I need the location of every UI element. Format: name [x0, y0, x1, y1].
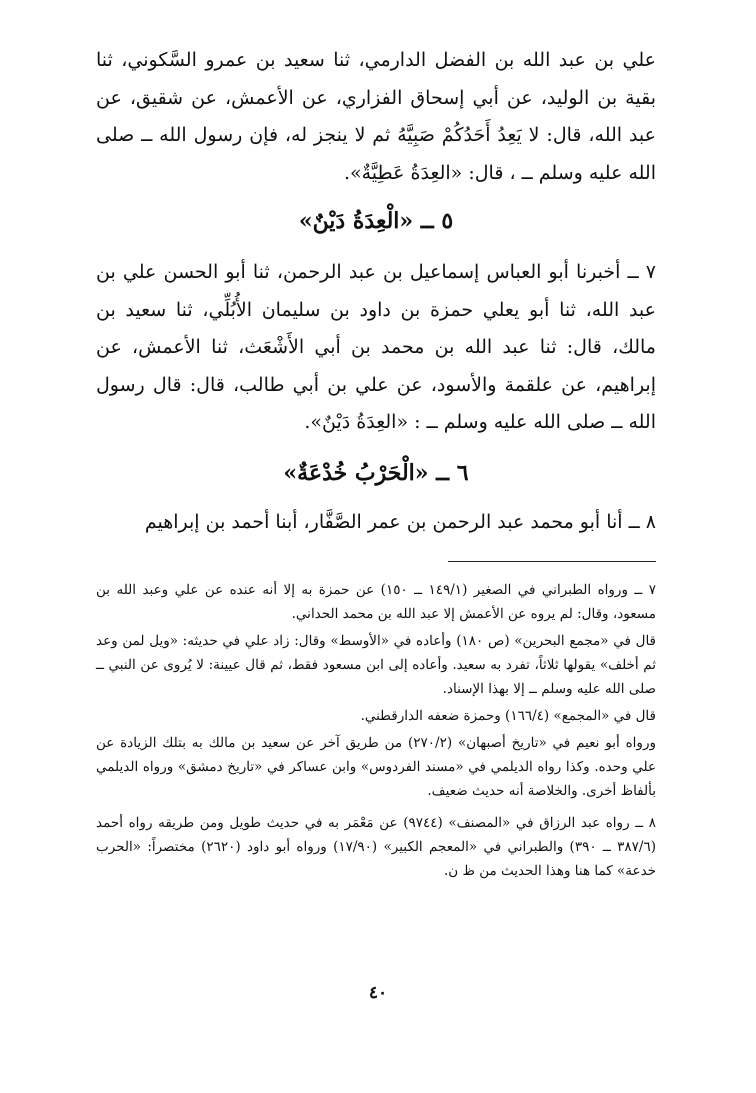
- hadith-7-text: ٧ ــ أخبرنا أبو العباس إسماعيل بن عبد الرحمن، ثنا أبو الحسن علي بن عبد الله، ثنا أبو يعلي حمزة بن داود بن سليمان الأُبُلِّي، ثنا سعيد بن مالك، قال: ثنا عبد الله بن محمد بن أبي الأَشْعَث، ثنا الأعمش، عن إبراهيم، عن علقمة والأسود، عن علي بن أبي طالب، قال: قال رسول الله ــ صلى الله عليه وسلم ــ : «العِدَةُ دَيْنٌ».: [96, 261, 656, 433]
- hadith-6-continuation: علي بن عبد الله بن الفضل الدارمي، ثنا سعيد بن عمرو السَّكوني، ثنا بقية بن الوليد، عن أبي إسحاق الفزاري، عن الأعمش، عن شقيق، عن عبد الله، قال: لا يَعِدُ أَحَدُكُمْ صَبِيَّهُ ثم لا ينجز له، فإن رسول الله ــ صلى الله عليه وسلم ــ ، قال: «العِدَةُ عَطِيَّةٌ».: [96, 49, 656, 184]
- footnote-7-sources: ٧ ــ ورواه الطبراني في الصغير (١٤٩/١ ــ ١٥٠) عن حمزة به إلا أنه عنده عن علي وعبد الله بن مسعود، وقال: لم يروه عن الأعمش إلا عبد الله بن محمد الحداني.: [96, 582, 657, 622]
- section-heading-5: ٥ ــ «الْعِدَةُ دَيْنٌ»: [298, 208, 454, 234]
- page-number: ٤٠: [368, 983, 388, 1003]
- footnote-7-conclusion: ورواه أبو نعيم في «تاريخ أصبهان» (٢٧٠/٢) من طريق آخر عن سعيد بن مالك به بتلك الزيادة عن علي وحده. وكذا رواه الديلمي في «مسند الفردوس» وابن عساكر في «تاريخ دمشق» ورواه الديلمي بألفاظ أخرى. والخلاصة أنه حديث ضعيف.: [96, 735, 656, 799]
- footnote-7-majma-bahrain: قال في «مجمع البحرين» (ص ١٨٠) وأعاده في «الأوسط» وقال: زاد علي في حديثه: «ويل لمن وعد ثم أخلف» يقولها ثلاثاً، تفرد به سعيد. وأعاده إلى ابن مسعود فقط، ثم قال عيينة: لا يُروى عن النبي ــ صلى الله عليه وسلم ــ إلا بهذا الإسناد.: [96, 633, 657, 697]
- book-page: [96, 42, 656, 1062]
- footnote-8-sources: ٨ ــ رواه عبد الرزاق في «المصنف» (٩٧٤٤) عن مَعْمَر به في حديث طويل ومن طريقه رواه أحمد (٣٨٧/٦ ــ ٣٩٠) والطبراني في «المعجم الكبير» (١٧/٩٠) ورواه أبو داود (٢٦٢٠) مختصراً: «الحرب خدعة» كما هنا وهذا الحديث من ظ ن.: [96, 815, 657, 879]
- hadith-8-text: ٨ ــ أنا أبو محمد عبد الرحمن بن عمر الصَّفَّار، أبنا أحمد بن إبراهيم: [144, 510, 656, 533]
- footnote-divider: [448, 561, 656, 562]
- footnote-7-majma: قال في «المجمع» (١٦٦/٤) وحمزة ضعفه الدارقطني.: [360, 708, 656, 724]
- section-heading-6: ٦ ــ «الْحَرْبُ خُدْعَةٌ»: [283, 459, 469, 486]
